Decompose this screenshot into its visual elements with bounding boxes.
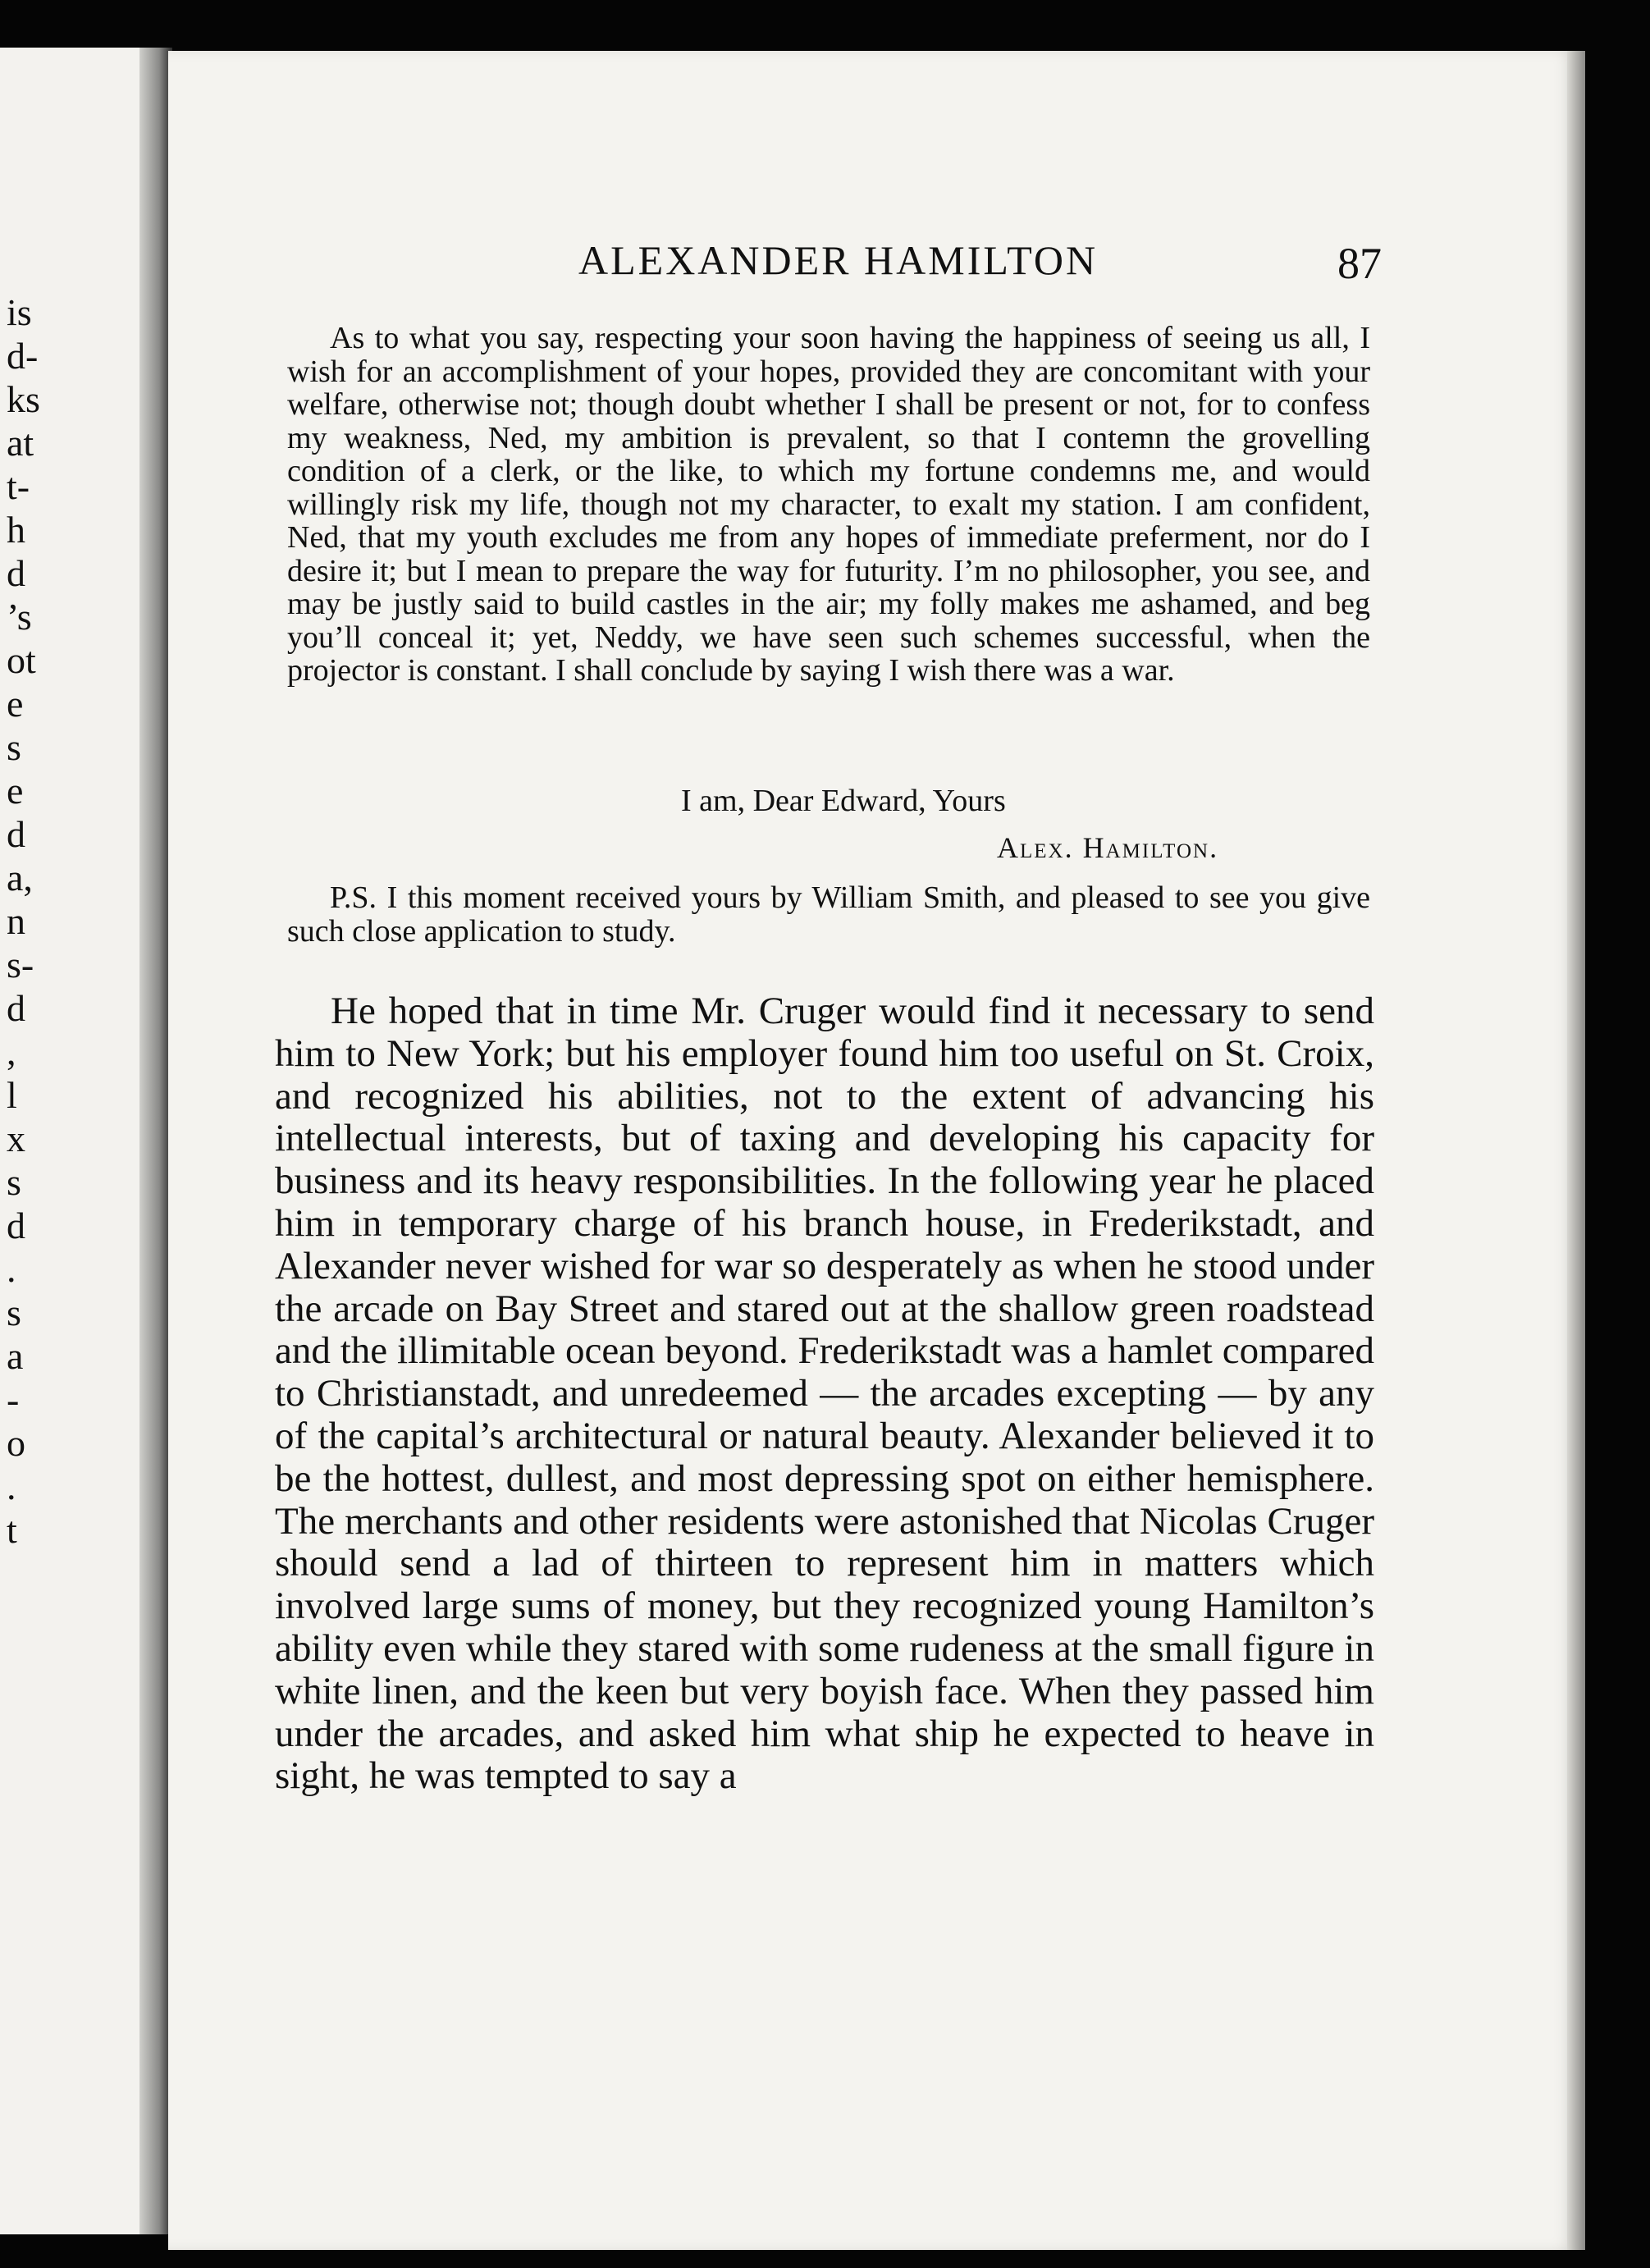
book-page — [168, 51, 1579, 2250]
facing-page-fragment: t- — [7, 465, 30, 507]
book-gutter — [139, 48, 172, 2234]
letter-closing: I am, Dear Edward, Yours — [681, 784, 1006, 818]
facing-page-fragment: a, — [7, 857, 33, 899]
facing-page-fragment: - — [7, 1379, 20, 1420]
facing-page-fragment: a — [7, 1335, 24, 1377]
facing-page-fragment: e — [7, 770, 24, 812]
facing-page-fragment: . — [7, 1248, 16, 1290]
facing-page-fragment: l — [7, 1074, 17, 1116]
facing-page-fragment: o — [7, 1422, 25, 1464]
body-paragraph: He hoped that in time Mr. Cruger would find it necessary to send him to New York; but his employer found him too useful on St. Croix, and recognized his abilities, not to the extent of advancing his intellectual interests, but of taxing and developing his capacity for business and its heavy responsibilities. In the following year he placed him in temporary charge of his branch house, in Frederikstadt, and Alexander never wished for war so desperately as when he stood under the arcade on Bay Street and stared out at the shallow green roadstead and the illimitable ocean beyond. Frederikstadt was a hamlet compared to Christianstadt, and unredeemed — the arcades excepting — by any of the capital’s architectural or natural beauty. Alexander believed it to be the hottest, dullest, and most depressing spot on either hemisphere. The merchants and other residents were astonished that Nicolas Cruger should send a lad of thirteen to represent him in matters which involved large sums of money, but they recognized young Hamilton’s ability even while they stared with some rudeness at the small figure in white linen, and the keen but very boyish face. When they passed him under the arcades, and asked him what ship he expected to heave in sight, he was tempted to say a — [275, 990, 1374, 1798]
facing-page-fragment: at — [7, 422, 34, 464]
facing-page-fragment: h — [7, 509, 25, 551]
facing-page-edge — [0, 48, 152, 2234]
facing-page-fragment: n — [7, 900, 25, 942]
facing-page-fragment: x — [7, 1118, 25, 1159]
facing-page-fragment: ks — [7, 378, 40, 420]
postscript-paragraph: P.S. I this moment received yours by William Smith, and pleased to see you give such close application to study. — [287, 880, 1370, 949]
page-edge — [1567, 51, 1585, 2250]
facing-page-fragment: d — [7, 813, 25, 855]
facing-page-fragment: . — [7, 1466, 16, 1507]
facing-page-fragment: e — [7, 683, 24, 725]
running-title: ALEXANDER HAMILTON — [578, 237, 1099, 283]
facing-page-fragment: s — [7, 726, 21, 768]
facing-page-fragment: s — [7, 1292, 21, 1333]
facing-page-fragment: s- — [7, 944, 34, 985]
letter-signature: Alex. Hamilton. — [997, 831, 1219, 864]
facing-page-fragment: is — [7, 291, 32, 333]
facing-page-fragment: d — [7, 552, 25, 594]
letter-paragraph: As to what you say, respecting your soon having the happiness of seeing us all, I wish for an accomplishment of your hopes, provided they are concomitant with your welfare, otherwise not; though doubt whether I shall be present or not, for to confess my weakness, Ned, my ambition is prevalent, so that I contemn the grovelling condition of a clerk, or the like, to which my fortune condemns me, and would willingly risk my life, though not my character, to exalt my station. I am confident, Ned, that my youth excludes me from any hopes of immediate preferment, nor do I desire it; but I mean to prepare the way for futurity. I’m no philosopher, you see, and may be justly said to build castles in the air; my folly makes me ashamed, and beg you’ll conceal it; yet, Neddy, we have seen such schemes successful, when the projector is constant. I shall conclude by saying I wish there was a war. — [287, 321, 1370, 688]
facing-page-fragment: ot — [7, 639, 36, 681]
facing-page-fragment: , — [7, 1031, 16, 1072]
letter-excerpt — [287, 322, 1370, 688]
facing-page-fragment: d- — [7, 335, 39, 377]
facing-page-fragment: ’s — [7, 596, 32, 638]
facing-page-fragment: s — [7, 1161, 21, 1203]
page-number: 87 — [1337, 239, 1382, 288]
facing-page-fragment: d — [7, 987, 25, 1029]
facing-page-fragment: d — [7, 1205, 25, 1246]
body-text — [275, 990, 1374, 1798]
letter-postscript — [287, 881, 1370, 948]
facing-page-fragment: t — [7, 1509, 17, 1551]
